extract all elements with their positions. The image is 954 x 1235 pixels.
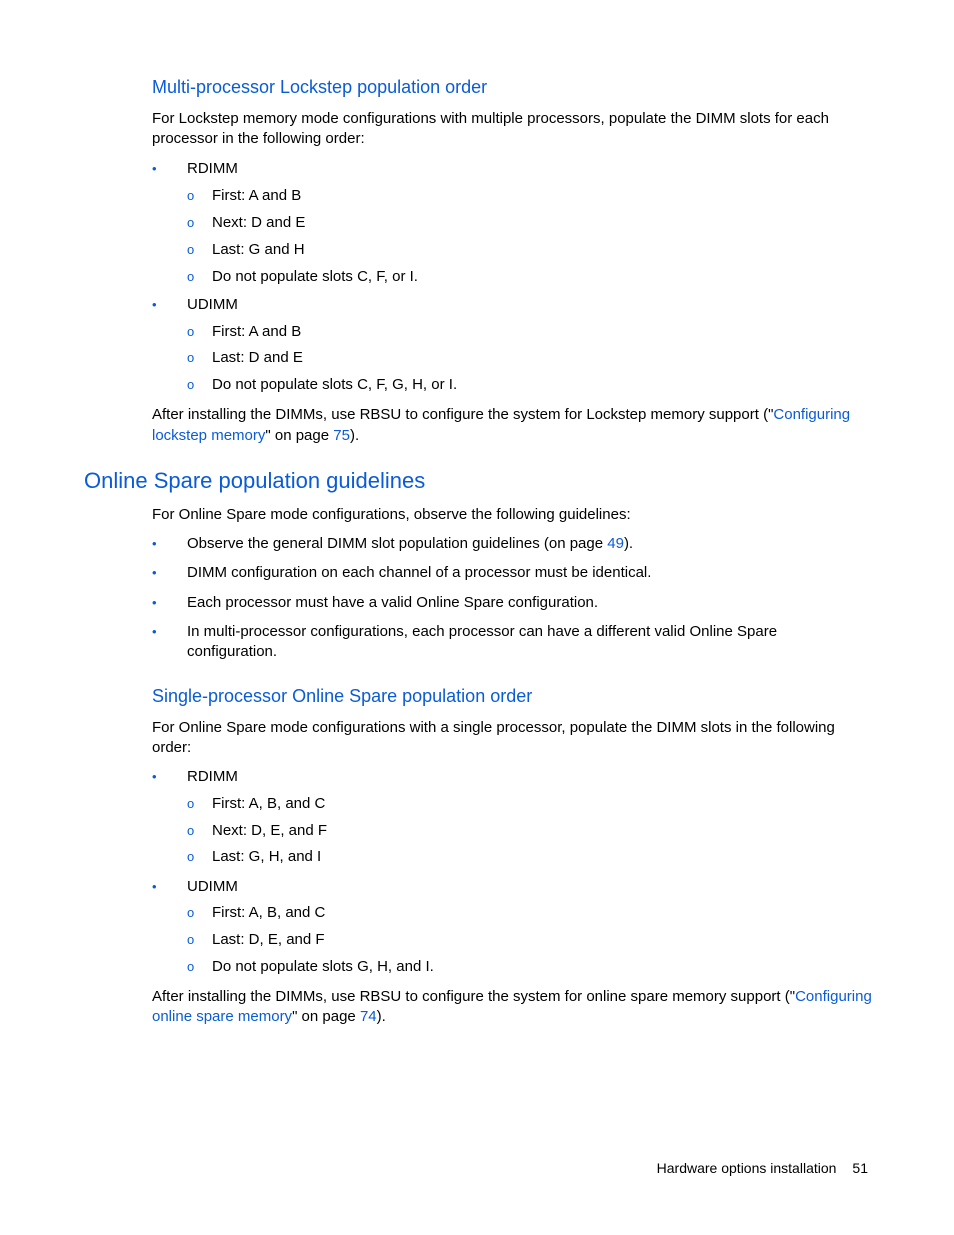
bullet-icon: • [152, 624, 157, 639]
list-item: First: A, B, and C [212, 795, 326, 812]
link-configuring-lockstep[interactable]: Configuring [773, 406, 851, 423]
list-item: First: A and B [212, 187, 302, 204]
link-page-75[interactable]: 75 [333, 427, 350, 444]
list-item: Last: D, E, and F [212, 931, 325, 948]
list-item-guideline-1 [187, 534, 633, 554]
paragraph-online-spare-intro: For Online Spare mode configurations, observe the following guidelines: [152, 506, 631, 523]
bullet-icon: • [152, 769, 157, 784]
sub-bullet-icon: o [187, 324, 195, 339]
list-item: Do not populate slots G, H, and I. [212, 958, 434, 975]
sub-bullet-icon: o [187, 242, 195, 257]
paragraph-lockstep-intro-line1: For Lockstep memory mode configurations with multiple processors, populate the DIMM slots for each [152, 110, 829, 127]
list-item: First: A and B [212, 323, 302, 340]
page-footer [657, 1158, 868, 1178]
list-item: Last: G, H, and I [212, 848, 322, 865]
paragraph-lockstep-after-line2 [152, 426, 359, 446]
link-configuring-online-spare-cont[interactable]: online spare memory [152, 1008, 293, 1025]
bullet-icon: • [152, 879, 157, 894]
list-item-guideline-3: Each processor must have a valid Online Spare configuration. [187, 594, 599, 611]
sub-bullet-icon: o [187, 905, 195, 920]
bullet-icon: • [152, 536, 157, 551]
link-page-74[interactable]: 74 [359, 1008, 377, 1025]
text: ). [376, 1008, 386, 1025]
text: After installing the DIMMs, use RBSU to configure the system for online spare memory support (" [152, 988, 796, 1005]
sub-bullet-icon: o [187, 849, 195, 864]
paragraph-single-spare-after-line2 [152, 1007, 386, 1027]
text: " on page [292, 1008, 360, 1025]
text: Observe the general DIMM slot population guidelines (on page [187, 535, 608, 552]
list-item: Last: G and H [212, 241, 305, 258]
list-item-guideline-4-line2: configuration. [187, 643, 278, 660]
paragraph-single-spare-intro-line1: For Online Spare mode configurations with a single processor, populate the DIMM slots in the following [152, 719, 835, 736]
sub-bullet-icon: o [187, 932, 195, 947]
sub-bullet-icon: o [187, 188, 195, 203]
list-item-rdimm: RDIMM [187, 160, 238, 177]
sub-bullet-icon: o [187, 350, 195, 365]
text: " on page [265, 427, 334, 444]
list-item: Next: D and E [212, 214, 306, 231]
list-item: First: A, B, and C [212, 904, 326, 921]
paragraph-single-spare-after-line1 [152, 987, 872, 1007]
link-page-49[interactable]: 49 [607, 535, 624, 552]
text: After installing the DIMMs, use RBSU to configure the system for Lockstep memory support (" [152, 406, 774, 423]
link-configuring-lockstep-cont[interactable]: lockstep memory [152, 427, 266, 444]
list-item-guideline-2: DIMM configuration on each channel of a processor must be identical. [187, 564, 652, 581]
section-heading-online-spare: Online Spare population guidelines [84, 468, 426, 493]
list-item: Last: D and E [212, 349, 303, 366]
list-item-udimm: UDIMM [187, 296, 238, 313]
section-heading-single-spare: Single-processor Online Spare population order [152, 686, 533, 706]
link-configuring-online-spare[interactable]: Configuring [795, 988, 872, 1005]
paragraph-single-spare-intro-line2: order: [152, 739, 192, 756]
list-item: Next: D, E, and F [212, 822, 328, 839]
text: ). [623, 535, 634, 552]
paragraph-lockstep-after-line1 [152, 405, 850, 425]
sub-bullet-icon: o [187, 823, 195, 838]
sub-bullet-icon: o [187, 959, 195, 974]
sub-bullet-icon: o [187, 377, 195, 392]
sub-bullet-icon: o [187, 796, 195, 811]
paragraph-lockstep-intro-line2: processor in the following order: [152, 130, 365, 147]
bullet-icon: • [152, 565, 157, 580]
text: ). [349, 427, 360, 444]
section-heading-lockstep: Multi-processor Lockstep population order [152, 77, 488, 97]
bullet-icon: • [152, 297, 157, 312]
sub-bullet-icon: o [187, 269, 195, 284]
page-number: 51 [852, 1160, 868, 1176]
list-item-rdimm: RDIMM [187, 768, 238, 785]
list-item-udimm: UDIMM [187, 878, 238, 895]
list-item-guideline-4-line1: In multi-processor configurations, each processor can have a different valid Online Spare [187, 623, 778, 640]
footer-section-title: Hardware options installation [656, 1160, 837, 1176]
list-item: Do not populate slots C, F, or I. [212, 268, 418, 285]
bullet-icon: • [152, 595, 157, 610]
list-item: Do not populate slots C, F, G, H, or I. [212, 376, 458, 393]
sub-bullet-icon: o [187, 215, 195, 230]
bullet-icon: • [152, 161, 157, 176]
